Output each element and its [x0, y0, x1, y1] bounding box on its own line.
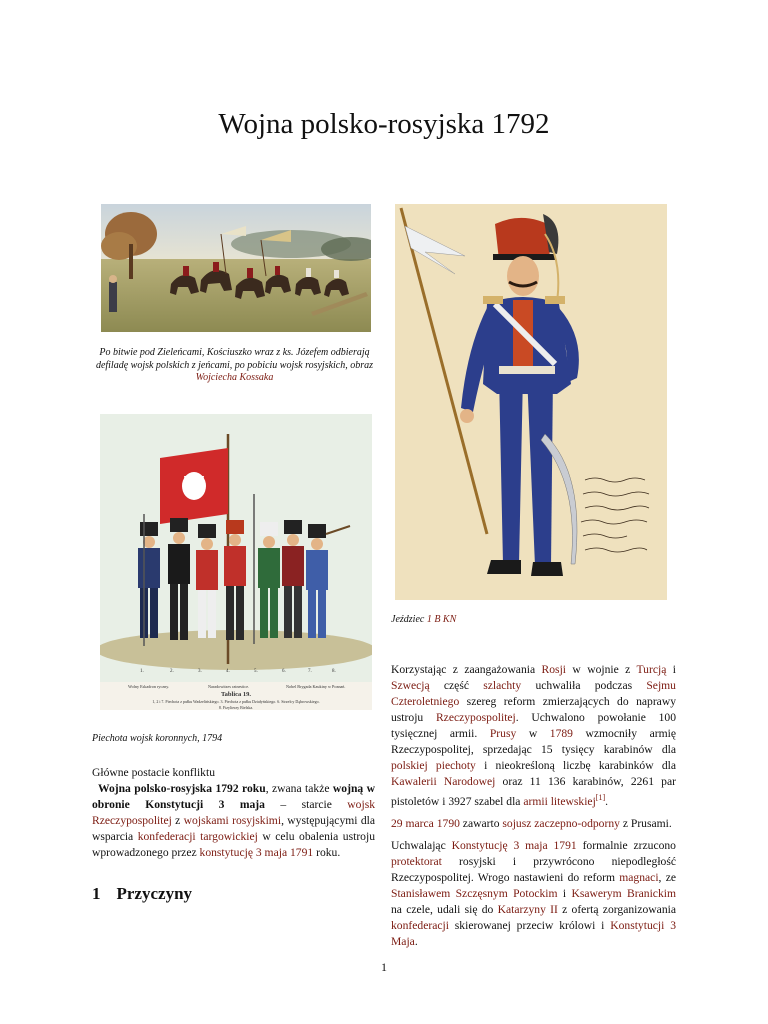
plate-number: 2. — [170, 669, 174, 674]
rider-portrait-figure — [395, 204, 667, 600]
inline-link[interactable]: Rzeczypospolitej — [435, 711, 516, 724]
bold-text: Wojna polsko-rosyjska 1792 roku — [98, 782, 266, 795]
footnote-ref[interactable]: [1] — [595, 793, 606, 802]
paragraph-2 — [391, 816, 676, 832]
paragraph-3 — [391, 838, 676, 950]
text-run: i — [666, 663, 676, 676]
lead-paragraph — [92, 781, 375, 861]
text-run: zawarto — [459, 816, 503, 830]
text-run: . Uchwalono powołanie 100 tysięcznej armii. — [391, 711, 676, 740]
inline-link[interactable]: Prusy — [489, 727, 517, 740]
text-run: część — [429, 679, 484, 692]
right-column — [391, 662, 676, 956]
text-run: . — [414, 934, 418, 948]
inline-link[interactable]: Rosji — [541, 663, 567, 676]
inline-link[interactable]: wojsk Rzeczypospolitej — [92, 798, 375, 827]
plate-number: 5. — [254, 669, 258, 674]
inline-link[interactable]: armii litewskiej — [523, 794, 596, 808]
text-run: z — [171, 814, 184, 827]
inline-link[interactable]: polskiej piechoty — [391, 759, 476, 772]
text-run: rosyjski i przywrócono niepodległość Rzeczypospolitej. Wrogo nastawieni do reform — [391, 854, 676, 884]
infantry-plate-caption: Piechota wojsk koronnych, 1794 — [92, 733, 223, 744]
inline-link[interactable]: 29 marca — [391, 816, 434, 830]
rider-portrait-caption — [391, 614, 671, 627]
inline-link[interactable]: konfederacji targowickiej — [137, 830, 258, 843]
inline-link[interactable]: Konstytucję 3 maja 1791 — [451, 838, 577, 852]
plate-legend-top: Nobel Brygada Kaukiny w Poznań. — [286, 684, 346, 689]
text-run: z Prusami. — [619, 816, 672, 830]
link-1-b-kn[interactable]: 1 B KN — [426, 614, 457, 625]
text-run: , występującymi dla wsparcia — [92, 814, 375, 843]
text-run: roku. — [313, 846, 341, 859]
inline-link[interactable]: sojusz zaczepno-odporny — [502, 816, 620, 830]
plate-number: 7. — [308, 669, 312, 674]
inline-link[interactable]: konfederacji — [391, 918, 449, 932]
plate-number: 4. — [226, 669, 230, 674]
text-run: skierowanej przeciw królowi i — [448, 918, 611, 932]
text-run: Uchwalając — [391, 838, 452, 852]
plate-number: 1. — [140, 669, 144, 674]
text-run: w celu obalenia ustroju wprowadzonego przez — [92, 830, 375, 859]
rider-portrait-image — [395, 204, 667, 600]
text-run: wzmocniły armię Rzeczypospolitej, sprzedając 15 tysięcy karabinów dla — [391, 727, 676, 756]
plate-legend-bottom-2: 8. Fizylierzy Bielska. — [218, 705, 254, 710]
inline-link[interactable]: szlachty — [483, 679, 522, 692]
infantry-plate-figure — [100, 414, 372, 710]
text-run: i — [557, 886, 572, 900]
caption-text: Po bitwie pod Zieleńcami, Kościuszko wraz z ks. Józefem odbierają defiladę wojsk polskich z jeńcami, po pobiciu wojsk rosyjskich, obraz — [95, 347, 374, 371]
text-run: szereg reform zmierzających do naprawy ustroju — [391, 695, 676, 724]
text-run: w — [516, 727, 550, 740]
plate-legend-top: Wolny Eskadron ryczny. — [128, 684, 170, 689]
inline-link[interactable]: Sejmu Czteroletniego — [391, 679, 676, 708]
inline-link[interactable]: protektorat — [391, 854, 442, 868]
battle-painting-caption — [92, 347, 377, 385]
intro-label: Główne postacie konfliktu — [92, 766, 215, 779]
section-number: 1 — [92, 884, 101, 903]
inline-link[interactable]: wojskami rosyjskimi — [183, 814, 282, 827]
text-run: i nieokreśloną liczbę karabinków dla — [475, 759, 676, 772]
text-run: . — [605, 794, 609, 808]
paragraph-1 — [391, 662, 676, 810]
text-run: formalnie zrzucono — [576, 838, 676, 852]
inline-link[interactable]: 1789 — [549, 727, 573, 740]
inline-link[interactable]: Szwecją — [391, 679, 430, 692]
article-title: Wojna polsko-rosyjska 1792 — [218, 108, 550, 140]
inline-link[interactable]: konstytucję 3 maja 1791 — [199, 846, 314, 859]
battle-painting-figure — [101, 204, 371, 332]
text-run: – starcie — [264, 798, 348, 811]
text-run: Korzystając z zaangażowania — [391, 663, 542, 676]
inline-link[interactable]: Ksawerym Branickim — [571, 886, 676, 900]
bold-text: wojną w obronie Konstytucji 3 maja — [92, 782, 375, 811]
page-number: 1 — [381, 960, 387, 974]
inline-link[interactable]: Kawalerii Narodowej — [391, 775, 496, 788]
text-run: w wojnie z — [566, 663, 637, 676]
link-wojciech-kossak[interactable]: Wojciecha Kossaka — [195, 372, 274, 383]
plate-number: 6. — [282, 669, 286, 674]
text-run: , ze — [658, 870, 676, 884]
caption-text: Jeździec — [391, 614, 427, 625]
battle-painting-image — [101, 204, 371, 332]
plate-legend-bottom: 1, 2 i 7. Piechota z pułku Wadzelińskiego. 3. Piechota z pułku Działyńskiego. 6. Strzelcy Dąbrowskiego. — [152, 699, 320, 704]
inline-link[interactable]: magnaci — [619, 870, 659, 884]
section-title: Przyczyny — [116, 884, 193, 903]
plate-number: 3. — [198, 669, 202, 674]
plate-title: Tablica 19. — [220, 691, 252, 698]
section-heading — [92, 884, 192, 904]
inline-link[interactable]: Katarzyny II — [497, 902, 558, 916]
infantry-plate-image — [100, 414, 372, 710]
inline-link[interactable]: 1790 — [436, 816, 460, 830]
plate-number: 8. — [332, 669, 336, 674]
plate-legend-top: Naradowitzes ratnestice. — [208, 684, 250, 689]
left-column — [92, 765, 375, 867]
text-run: oraz 11 136 karabinów, 2261 par pistoletów i 3927 szabel dla — [391, 775, 676, 808]
text-run: , zwana także — [265, 782, 333, 795]
text-run: na czele, udali się do — [391, 902, 498, 916]
inline-link[interactable]: Konstytucji 3 Maja — [391, 918, 676, 948]
text-run: z ofertą zorganizowania — [557, 902, 676, 916]
inline-link[interactable]: Stanisławem Szczęsnym Potockim — [391, 886, 558, 900]
text-run: uchwaliła podczas — [521, 679, 647, 692]
inline-link[interactable]: Turcją — [636, 663, 667, 676]
